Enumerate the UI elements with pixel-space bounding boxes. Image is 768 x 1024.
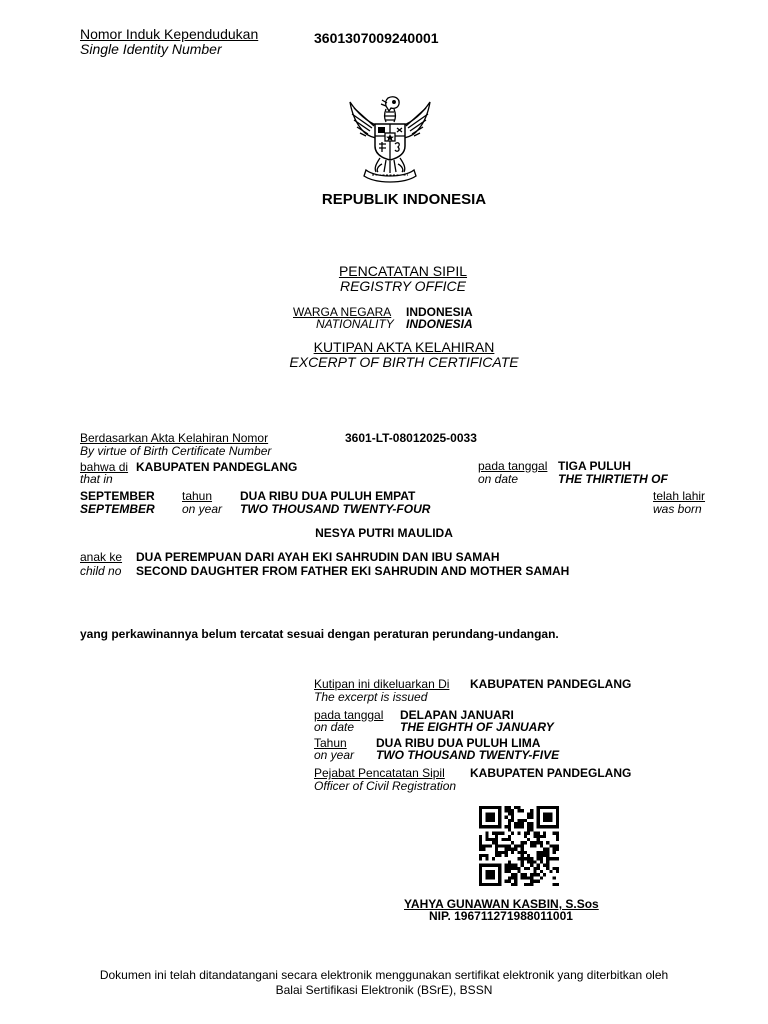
officer-value: KABUPATEN PANDEGLANG [470,766,632,780]
footer-line-2: Balai Sertifikasi Elektronik (BSrE), BSSN [275,983,493,997]
footer-line-1: Dokumen ini telah ditandatangani secara elektronik menggunakan sertifikat elektronik yang diterbitkan oleh [99,968,669,982]
issued-label-en: The excerpt is issued [314,690,428,704]
date-value-en: THE THIRTIETH OF [558,472,668,486]
cert-number: 3601-LT-08012025-0033 [345,431,477,445]
issue-year-label: Tahun [314,736,347,750]
signatory-nip: NIP. 196711271988011001 [429,909,573,923]
month-value: SEPTEMBER [80,489,155,503]
born-label-en: was born [653,502,702,516]
nationality-label: WARGA NEGARA [293,305,392,319]
born-label: telah lahir [653,489,706,503]
month-value-en: SEPTEMBER [80,502,155,516]
place-label-en: that in [80,472,113,486]
year-label: tahun [182,489,213,503]
issue-year-value: DUA RIBU DUA PULUH LIMA [376,736,541,750]
issue-date-label-en: on date [314,720,355,734]
office-title-en: REGISTRY OFFICE [339,278,466,294]
date-value: TIGA PULUH [558,459,631,473]
child-value: DUA PEREMPUAN DARI AYAH EKI SAHRUDIN DAN IBU SAMAH [136,550,500,564]
issue-date-value-en: THE EIGHTH OF JANUARY [400,720,554,734]
place-value: KABUPATEN PANDEGLANG [136,460,298,474]
garuda-emblem-icon [342,92,438,188]
child-label-en: child no [80,564,122,578]
child-value-en: SECOND DAUGHTER FROM FATHER EKI SAHRUDIN AND MOTHER SAMAH [136,564,570,578]
document-title-en: EXCERPT OF BIRTH CERTIFICATE [289,354,519,370]
nik-value: 3601307009240001 [314,30,439,46]
nik-label: Nomor Induk Kependudukan [80,26,259,42]
child-name: NESYA PUTRI MAULIDA [315,526,453,540]
issue-year-label-en: on year [314,748,355,762]
place-label: bahwa di [80,460,129,474]
office-title: PENCATATAN SIPIL [338,263,468,279]
issue-date-value: DELAPAN JANUARI [400,708,514,722]
nik-label-en: Single Identity Number [80,41,222,57]
date-label: pada tanggal [478,459,548,473]
nationality-value: INDONESIA [406,305,473,319]
country-title: REPUBLIK INDONESIA [321,191,487,208]
qr-code-icon[interactable] [479,806,559,886]
nationality-label-en: NATIONALITY [316,317,394,331]
date-label-en: on date [478,472,519,486]
year-value-en: TWO THOUSAND TWENTY-FOUR [240,502,431,516]
officer-label: Pejabat Pencatatan Sipil [314,766,445,780]
issue-date-label: pada tanggal [314,708,384,722]
child-label: anak ke [80,550,123,564]
issue-year-value-en: TWO THOUSAND TWENTY-FIVE [376,748,560,762]
nationality-value-en: INDONESIA [406,317,473,331]
cert-label-en: By virtue of Birth Certificate Number [80,444,272,458]
document-title: KUTIPAN AKTA KELAHIRAN [313,339,495,355]
year-label-en: on year [182,502,223,516]
issued-value: KABUPATEN PANDEGLANG [470,677,632,691]
signatory-name: YAHYA GUNAWAN KASBIN, S.Sos [404,897,599,911]
officer-label-en: Officer of Civil Registration [314,779,457,793]
cert-label: Berdasarkan Akta Kelahiran Nomor [80,431,269,445]
marriage-note: yang perkawinannya belum tercatat sesuai dengan peraturan perundang-undangan. [80,627,559,641]
issued-label: Kutipan ini dikeluarkan Di [314,677,450,691]
year-value: DUA RIBU DUA PULUH EMPAT [240,489,416,503]
